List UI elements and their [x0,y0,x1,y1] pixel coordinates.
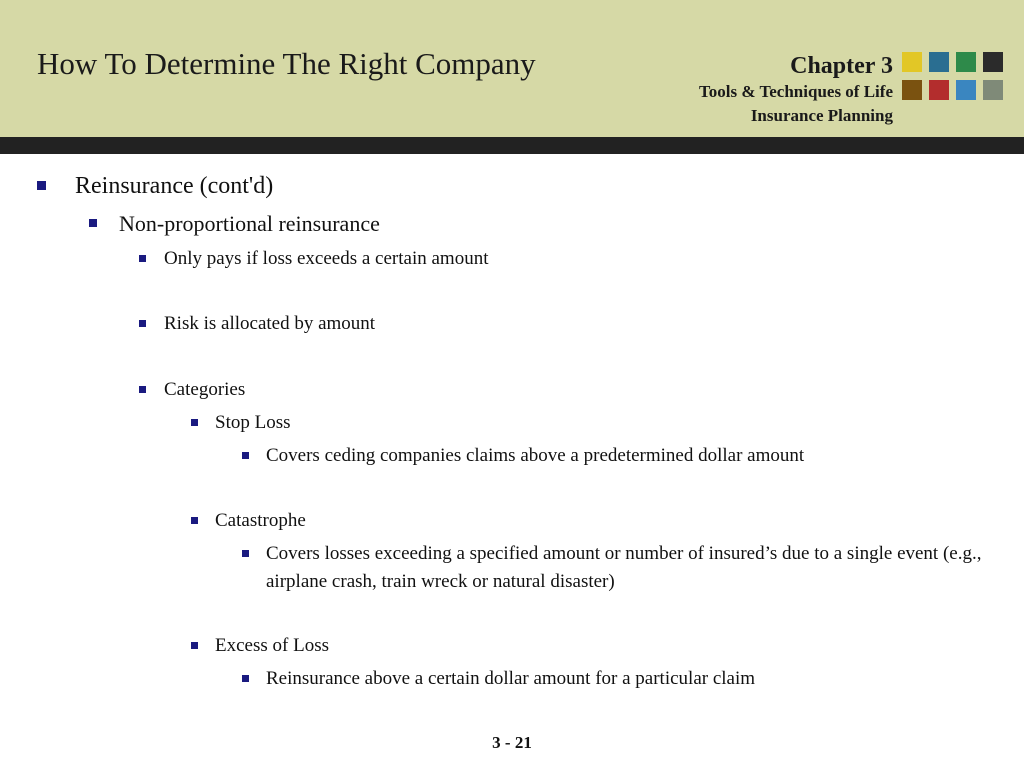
bullet-text: Categories [164,379,246,400]
bullet-text: Reinsurance (cont'd) [75,173,274,199]
color-swatch [983,80,1003,100]
color-swatch-grid [902,52,1006,102]
square-bullet-icon [191,419,198,426]
color-swatch [902,80,922,100]
bullet-text: Covers ceding companies claims above a predetermined dollar amount [266,445,805,466]
color-swatch [956,80,976,100]
square-bullet-icon [139,255,146,262]
bullet-text: Excess of Loss [215,635,329,656]
chapter-subtitle-line-2: Insurance Planning [750,106,893,125]
square-bullet-icon [191,642,198,649]
square-bullet-icon [89,219,97,227]
square-bullet-icon [242,452,249,459]
slide-header [0,0,1024,137]
color-swatch [956,52,976,72]
color-swatch [902,52,922,72]
bullet-text: Catastrophe [215,510,306,531]
bullet-text: Only pays if loss exceeds a certain amount [164,248,489,269]
chapter-block [699,52,893,128]
square-bullet-icon [139,320,146,327]
bullet-text: Covers losses exceeding a specified amount or number of insured’s due to a single event (e.g., airplane crash, train wreck or natural disaster) [266,543,982,592]
color-swatch [983,52,1003,72]
chapter-subtitle-line-1: Tools & Techniques of Life [699,82,893,101]
color-swatch [929,80,949,100]
slide-title: How To Determine The Right Company [37,46,536,81]
chapter-label: Chapter 3 [790,53,893,79]
bullet-text: Non-proportional reinsurance [119,211,380,236]
bullet-text: Risk is allocated by amount [164,313,376,334]
bullet-text: Reinsurance above a certain dollar amount for a particular claim [266,668,756,689]
square-bullet-icon [139,386,146,393]
header-divider-bar [0,137,1024,154]
square-bullet-icon [242,675,249,682]
square-bullet-icon [242,550,249,557]
color-swatch [929,52,949,72]
square-bullet-icon [191,517,198,524]
page-number: 3 - 21 [492,733,532,752]
square-bullet-icon [37,181,46,190]
bullet-text: Stop Loss [215,412,291,433]
